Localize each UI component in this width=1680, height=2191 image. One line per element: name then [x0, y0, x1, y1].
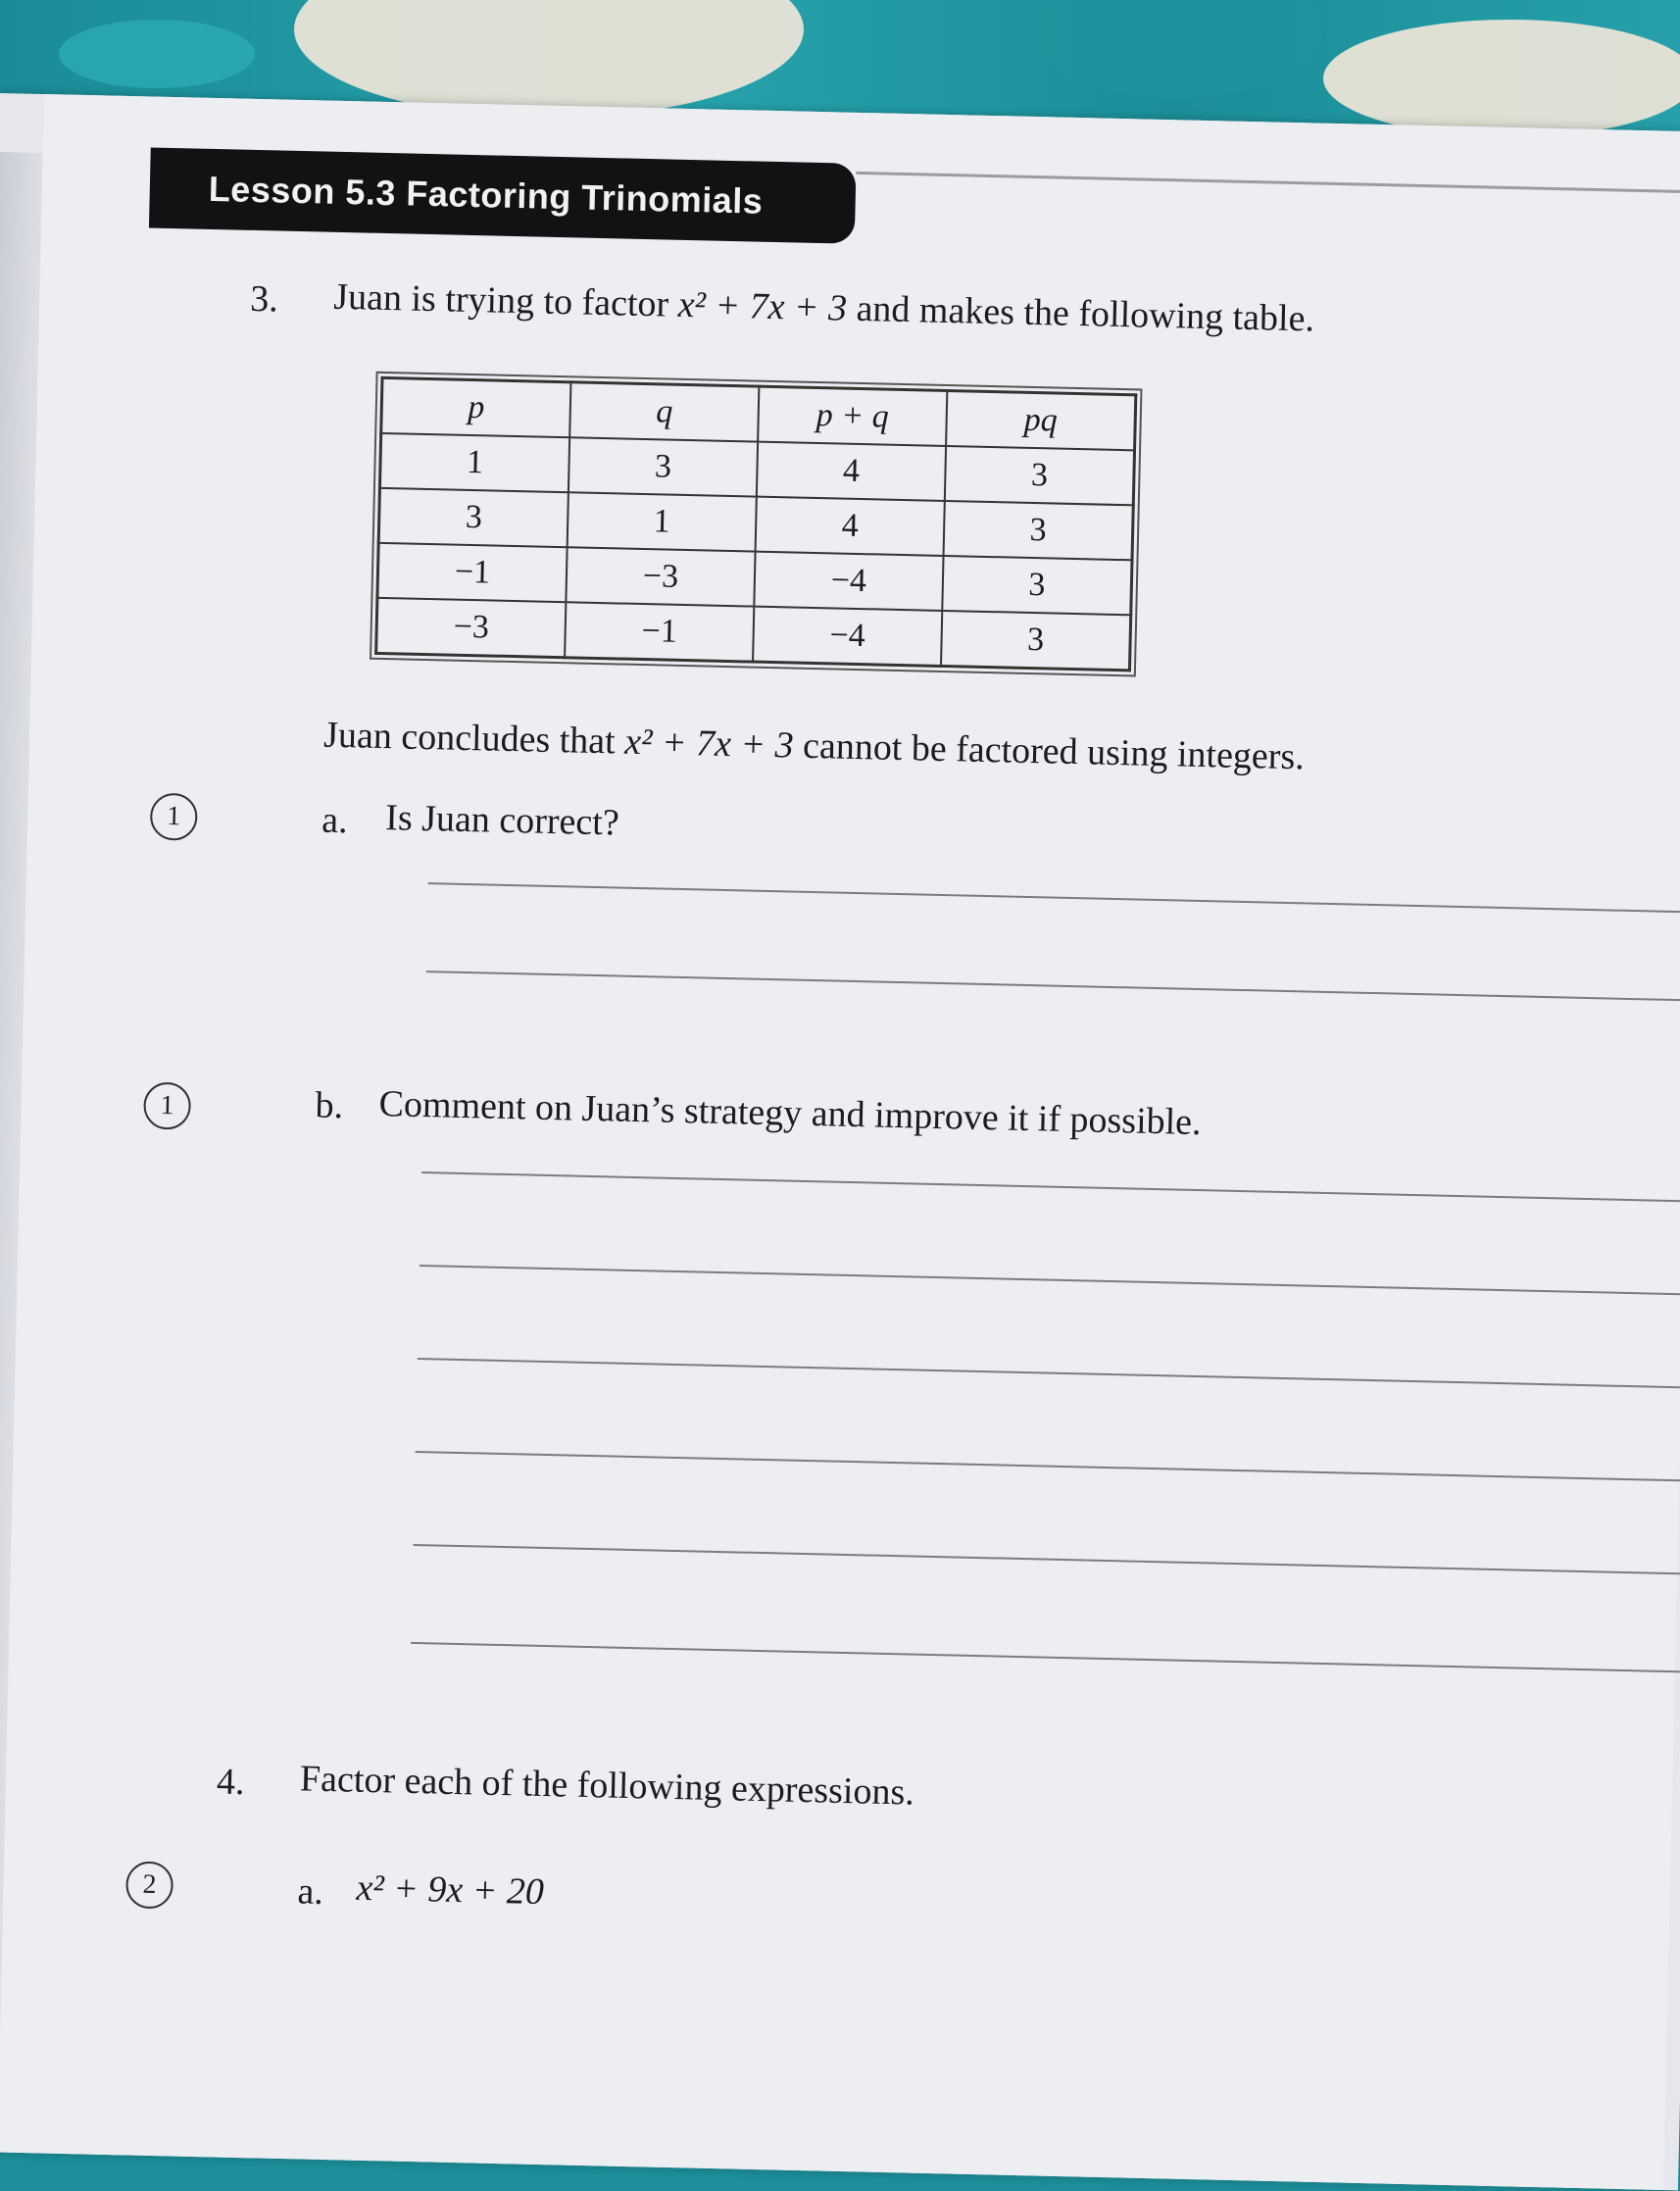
q3-intro-text: Juan is trying to factor — [332, 275, 669, 325]
table-cell: 3 — [945, 446, 1135, 505]
lesson-title: Lesson 5.3 Factoring Trinomials — [149, 148, 857, 244]
table-cell: 3 — [568, 437, 758, 496]
table-cell: 3 — [941, 611, 1131, 671]
header-q: q — [569, 382, 759, 442]
table-cell: 3 — [942, 556, 1132, 615]
table-cell: 1 — [379, 433, 569, 492]
workbook-page — [0, 93, 1680, 2190]
question-4-text: Factor each of the following expressions. — [299, 1758, 915, 1814]
answer-line[interactable] — [428, 882, 1680, 914]
q3-intro-end: and makes the following table. — [856, 287, 1315, 340]
table-cell: −1 — [565, 602, 754, 662]
table-cell: 3 — [378, 488, 568, 547]
q3b-question: Comment on Juan’s strategy and improve it if possible. — [378, 1083, 1203, 1144]
table-cell: −3 — [376, 598, 567, 658]
table-cell: −3 — [566, 547, 755, 606]
q3-conclusion-end: cannot be factored using integers. — [802, 724, 1306, 778]
q3b-points-badge: 1 — [143, 1082, 191, 1130]
table-cell: 3 — [944, 501, 1134, 560]
answer-line[interactable] — [416, 1451, 1680, 1482]
header-p-plus-q: p + q — [758, 386, 947, 446]
q4a-expression: x² + 9x + 20 — [356, 1867, 545, 1914]
table-cell: −4 — [754, 552, 943, 611]
question-3-number: 3. — [249, 277, 279, 321]
answer-line[interactable] — [418, 1358, 1680, 1389]
answer-line[interactable] — [426, 971, 1680, 1002]
answer-line[interactable] — [413, 1544, 1680, 1575]
page-sheet — [0, 94, 1680, 2190]
q3b-label: b. — [315, 1084, 344, 1127]
table-cell: 4 — [756, 497, 945, 556]
q4a-label: a. — [296, 1870, 324, 1913]
factor-table — [374, 376, 1137, 672]
q3-expression: x² + 7x + 3 — [677, 283, 848, 329]
header-p: p — [381, 377, 571, 437]
header-rule — [856, 172, 1680, 194]
table-cell: −1 — [377, 543, 568, 602]
question-3-intro — [333, 275, 1315, 341]
answer-line[interactable] — [420, 1265, 1680, 1296]
q4a-points-badge: 2 — [125, 1861, 173, 1909]
q3a-points-badge: 1 — [150, 793, 198, 841]
answer-line[interactable] — [411, 1642, 1680, 1673]
table-cell: 4 — [757, 442, 946, 501]
answer-line[interactable] — [421, 1171, 1680, 1203]
table-cell: −4 — [753, 607, 942, 667]
q3a-label: a. — [321, 799, 349, 842]
q3-conclusion-expr: x² + 7x + 3 — [623, 721, 795, 767]
table-cell: 1 — [568, 492, 757, 551]
q3-conclusion-start: Juan concludes that — [322, 714, 617, 763]
q3a-question: Is Juan correct? — [384, 797, 620, 844]
q3-conclusion — [323, 714, 1306, 779]
header-pq: pq — [946, 391, 1136, 451]
question-4-number: 4. — [216, 1761, 245, 1804]
